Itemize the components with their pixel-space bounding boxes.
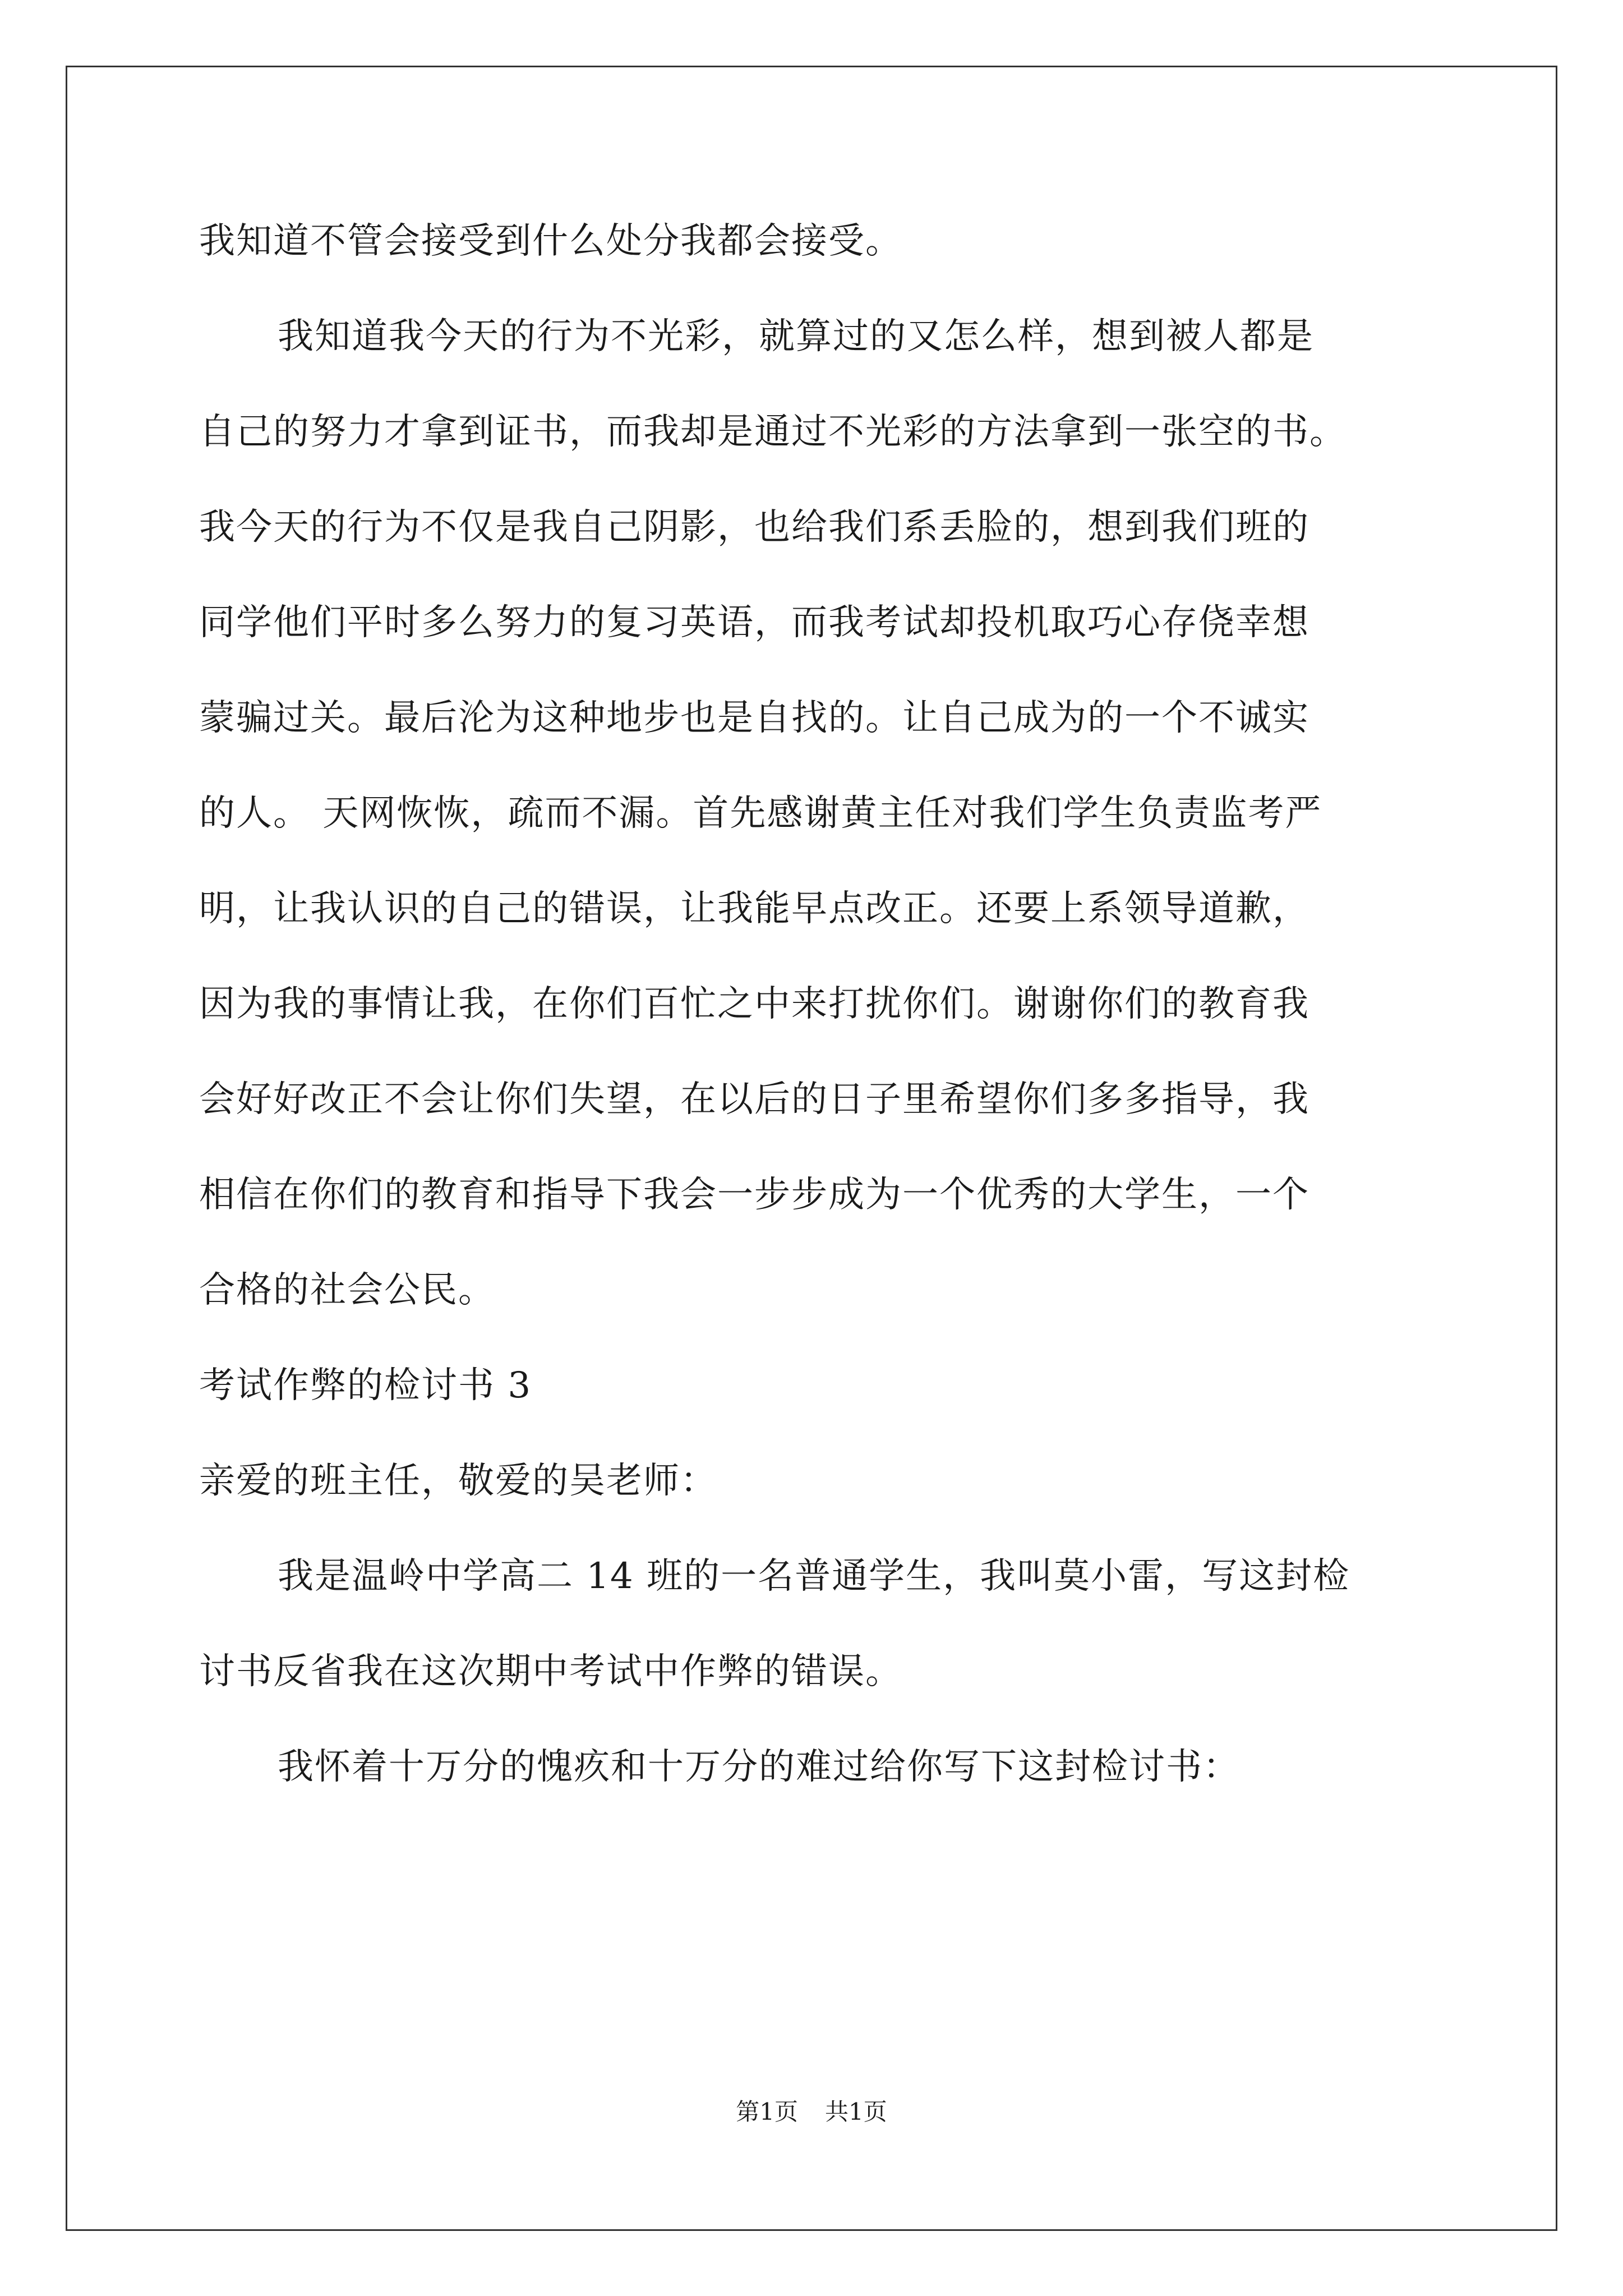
text-line: 同学他们平时多么努力的复习英语，而我考试却投机取巧心存侥幸想 <box>199 602 1310 643</box>
page-footer <box>0 2095 1623 2129</box>
text-line: 相信在你们的教育和指导下我会一步步成为一个优秀的大学生，一个 <box>199 1174 1310 1216</box>
text-line: 蒙骗过关。最后沦为这种地步也是自找的。让自己成为的一个不诚实 <box>199 697 1310 739</box>
text-line: 合格的社会公民。 <box>199 1269 495 1311</box>
text-line: 我是温岭中学高二 14 班的一名普通学生，我叫莫小雷，写这封检 <box>278 1556 1350 1597</box>
text-line: 讨书反省我在这次期中考试中作弊的错误。 <box>199 1651 902 1692</box>
text-line: 会好好改正不会让你们失望，在以后的日子里希望你们多多指导，我 <box>199 1079 1310 1120</box>
text-line: 自己的努力才拿到证书，而我却是通过不光彩的方法拿到一张空的书。 <box>199 411 1347 453</box>
page-number: 第1页 <box>736 2098 798 2125</box>
text-line: 我怀着十万分的愧疚和十万分的难过给你写下这封检讨书： <box>278 1746 1240 1788</box>
salutation: 亲爱的班主任，敬爱的吴老师： <box>199 1460 717 1502</box>
text-line: 的人。 天网恢恢，疏而不漏。首先感谢黄主任对我们学生负责监考严 <box>199 793 1322 834</box>
page-total: 共1页 <box>825 2098 887 2125</box>
text-line: 明，让我认识的自己的错误，让我能早点改正。还要上系领导道歉， <box>199 888 1310 930</box>
section-heading: 考试作弊的检讨书 3 <box>199 1365 532 1406</box>
text-line: 我知道我今天的行为不光彩，就算过的又怎么样，想到被人都是 <box>278 316 1314 357</box>
text-line: 我知道不管会接受到什么处分我都会接受。 <box>199 220 902 262</box>
text-line: 我今天的行为不仅是我自己阴影，也给我们系丢脸的，想到我们班的 <box>199 507 1310 548</box>
document-body <box>199 216 1433 1837</box>
text-line: 因为我的事情让我，在你们百忙之中来打扰你们。谢谢你们的教育我 <box>199 983 1310 1025</box>
